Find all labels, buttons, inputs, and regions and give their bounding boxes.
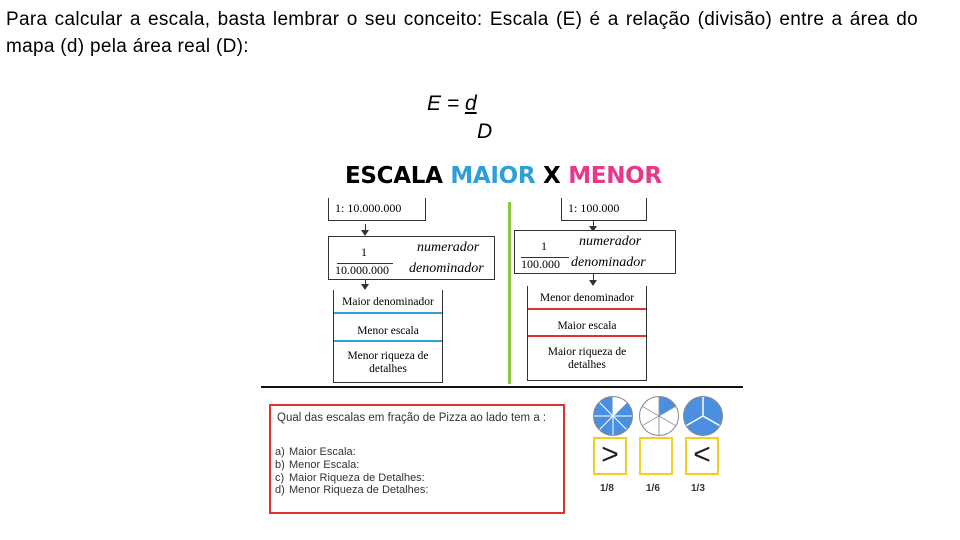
figure-title-maior: MAIOR (450, 163, 536, 189)
left-frac-num: 1 (361, 245, 367, 259)
figure-separator (261, 386, 743, 388)
right-red-line-2 (528, 335, 646, 337)
left-label-num: numerador (417, 240, 480, 255)
intro-paragraph: Para calcular a escala, basta lembrar o seu conceito: Escala (E) é a relação (divisão) entre a área do mapa (d) pela área real (D): (6, 9, 918, 57)
pie-eighths-icon (593, 396, 633, 436)
answer-box-1: > (593, 437, 627, 475)
scale-comparison-figure (255, 160, 755, 520)
answer-box-2 (639, 437, 673, 475)
pie-label-2: 1/6 (646, 483, 660, 494)
right-scale-box (561, 198, 647, 221)
quiz-list (275, 446, 428, 497)
right-frac-den: 100.000 (521, 257, 560, 271)
left-fraction-box (328, 236, 495, 280)
figure-title-menor: MENOR (568, 163, 662, 189)
left-scale-text: 1: 10.000.000 (335, 201, 402, 215)
left-line1: Maior denominador (342, 296, 434, 308)
left-detail-box (333, 290, 443, 383)
right-scale-text: 1: 100.000 (568, 201, 620, 215)
right-label-den: denominador (571, 255, 646, 270)
right-frac-num: 1 (541, 239, 547, 253)
figure-title-x: X (535, 163, 569, 189)
quiz-item-b: b) Menor Escala: (275, 458, 360, 471)
pie-sixths-icon (639, 396, 679, 436)
quiz-question: Qual das escalas em fração de Pizza ao lado tem a : (277, 412, 547, 424)
right-line2: Maior escala (557, 320, 617, 332)
pie-thirds-icon (683, 396, 723, 436)
right-detail-box (527, 286, 647, 381)
quiz-item-c: c) Maior Riqueza de Detalhes: (275, 471, 425, 484)
pie-eighths-lines (594, 397, 632, 435)
left-line2: Menor escala (357, 325, 419, 337)
right-line3: Maior riqueza de detalhes (547, 346, 627, 371)
left-blue-line-1 (334, 312, 442, 314)
left-blue-line-2 (334, 340, 442, 342)
left-frac-den: 10.000.000 (335, 263, 389, 277)
pie-label-3: 1/3 (691, 483, 705, 494)
formula-numerator: d (464, 92, 477, 115)
right-fraction-box (514, 230, 676, 274)
scale-formula (427, 92, 493, 143)
right-red-line-1 (528, 308, 646, 310)
pie-label-1: 1/8 (600, 483, 614, 494)
pie-sixths-lines (640, 397, 678, 435)
formula-left: E = (427, 92, 465, 115)
quiz-box (269, 404, 565, 514)
green-divider (508, 202, 511, 384)
left-scale-box (328, 198, 426, 221)
answer-box-3: < (685, 437, 719, 475)
figure-title-part1: ESCALA (345, 163, 451, 189)
pie-thirds-lines (684, 397, 722, 435)
right-line1: Menor denominador (539, 292, 635, 304)
right-label-num: numerador (579, 234, 642, 249)
formula-denominator: D (477, 120, 493, 143)
quiz-item-a: a) Maior Escala: (275, 446, 356, 458)
left-line3: Menor riqueza de detalhes (347, 350, 429, 375)
left-label-den: denominador (409, 261, 484, 276)
figure-title (345, 163, 662, 189)
quiz-item-d: d) Menor Riqueza de Detalhes: (275, 484, 429, 497)
